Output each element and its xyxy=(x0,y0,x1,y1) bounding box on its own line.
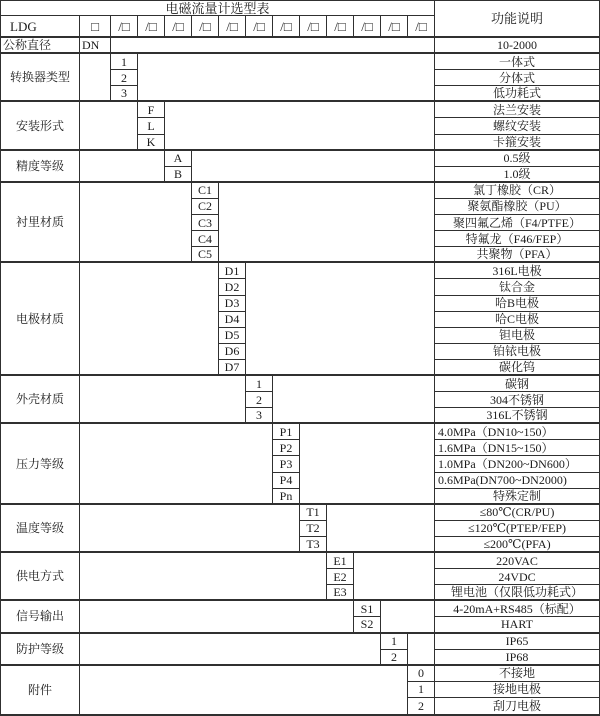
option-code: D2 xyxy=(219,279,246,295)
option-code: C3 xyxy=(192,215,219,231)
empty-span xyxy=(80,54,111,102)
option-code: K xyxy=(138,135,165,151)
option-code: D3 xyxy=(219,296,246,312)
model-code-slot: /□ xyxy=(273,16,300,38)
option-code: S1 xyxy=(354,601,381,617)
option-description: 聚四氟乙烯（F4/PTFE） xyxy=(435,215,599,231)
empty-span xyxy=(80,601,354,633)
option-description: 钽电极 xyxy=(435,328,599,344)
option-code: C5 xyxy=(192,247,219,263)
empty-span xyxy=(192,151,435,183)
empty-span xyxy=(80,151,165,183)
option-code: D7 xyxy=(219,360,246,376)
option-code: A xyxy=(165,151,192,167)
category-label: 衬里材质 xyxy=(1,183,80,263)
table-title: 电磁流量计选型表 xyxy=(1,1,435,16)
option-code: 2 xyxy=(408,698,435,714)
option-description: 316L不锈钢 xyxy=(435,408,599,424)
empty-span xyxy=(80,505,300,553)
empty-span xyxy=(80,183,192,263)
model-code-slot: /□ xyxy=(381,16,408,38)
option-code: E2 xyxy=(327,569,354,585)
option-code: 0 xyxy=(408,666,435,682)
option-description: 一体式 xyxy=(435,54,599,70)
empty-span xyxy=(80,263,219,376)
option-description: 碳化钨 xyxy=(435,360,599,376)
option-code: 1 xyxy=(381,634,408,650)
empty-span xyxy=(80,424,273,504)
empty-span xyxy=(354,553,435,601)
category-label: 温度等级 xyxy=(1,505,80,553)
category-label: 公称直径 xyxy=(1,38,80,54)
option-description: 220VAC xyxy=(435,553,599,569)
category-label: 信号输出 xyxy=(1,601,80,633)
model-code-slot: /□ xyxy=(300,16,327,38)
option-description: 法兰安装 xyxy=(435,102,599,118)
empty-span xyxy=(246,263,435,376)
option-code: 1 xyxy=(111,54,138,70)
option-code: P4 xyxy=(273,473,300,489)
option-description: 4-20mA+RS485（标配） xyxy=(435,601,599,617)
option-description: 铂铱电极 xyxy=(435,344,599,360)
option-code: D6 xyxy=(219,344,246,360)
option-code: 3 xyxy=(111,86,138,102)
option-code: T3 xyxy=(300,537,327,553)
model-code-slot: /□ xyxy=(138,16,165,38)
option-code: B xyxy=(165,167,192,183)
option-description: 10-2000 xyxy=(435,38,599,54)
option-code: 2 xyxy=(246,392,273,408)
option-code: 1 xyxy=(408,682,435,698)
option-code: P2 xyxy=(273,440,300,456)
option-description: 0.6MPa(DN700~DN2000) xyxy=(435,473,599,489)
option-description: HART xyxy=(435,617,599,633)
empty-span xyxy=(80,553,327,601)
option-description: 哈B电极 xyxy=(435,296,599,312)
empty-span xyxy=(138,54,435,102)
option-description: 1.0级 xyxy=(435,167,599,183)
option-description: 螺纹安装 xyxy=(435,118,599,134)
model-code-slot: /□ xyxy=(219,16,246,38)
option-description: 刮刀电极 xyxy=(492,698,541,713)
option-code: C4 xyxy=(192,231,219,247)
category-label: 防护等级 xyxy=(1,634,80,666)
option-code: S2 xyxy=(354,617,381,633)
empty-span xyxy=(165,102,435,150)
model-code-slot: /□ xyxy=(192,16,219,38)
category-label: 电极材质 xyxy=(1,263,80,376)
category-label: 附件 xyxy=(1,666,80,714)
option-description: 低功耗式 xyxy=(435,86,599,102)
category-label: 安装形式 xyxy=(1,102,80,150)
option-description: ≤80℃(CR/PU) xyxy=(435,505,599,521)
option-description: ≤200℃(PFA) xyxy=(435,537,599,553)
option-description: 哈C电极 xyxy=(435,312,599,328)
option-code: C2 xyxy=(192,199,219,215)
option-description: 1.6MPa（DN15~150） xyxy=(435,440,599,456)
model-box-cell: □ xyxy=(80,16,111,38)
empty-span xyxy=(273,376,435,424)
option-code: F xyxy=(138,102,165,118)
empty-span xyxy=(219,183,435,263)
category-label: 精度等级 xyxy=(1,151,80,183)
option-code: Pn xyxy=(273,489,300,505)
option-code: P1 xyxy=(273,424,300,440)
category-label: 转换器类型 xyxy=(1,54,80,102)
option-description: 聚氨酯橡胶（PU） xyxy=(435,199,599,215)
option-code: 2 xyxy=(111,70,138,86)
model-code-slot: /□ xyxy=(408,16,435,38)
option-description: 特殊定制 xyxy=(435,489,599,505)
option-description: 特氟龙（F46/FEP） xyxy=(435,231,599,247)
empty-span xyxy=(80,376,246,424)
option-description: 钛合金 xyxy=(435,279,599,295)
option-description: 共聚物（PFA） xyxy=(435,247,599,263)
empty-span xyxy=(381,601,435,633)
option-description: 氯丁橡胶（CR） xyxy=(435,183,599,199)
model-code-slot: /□ xyxy=(111,16,138,38)
option-description: 0.5级 xyxy=(435,151,599,167)
option-description: 碳钢 xyxy=(435,376,599,392)
option-description: IP65 xyxy=(435,634,599,650)
option-code: E3 xyxy=(327,585,354,601)
option-code: D1 xyxy=(219,263,246,279)
option-description: 316L电极 xyxy=(435,263,599,279)
option-code: E1 xyxy=(327,553,354,569)
function-column-header: 功能说明 xyxy=(435,1,599,38)
model-code-slot: /□ xyxy=(246,16,273,38)
option-description: 1.0MPa（DN200~DN600） xyxy=(435,456,599,472)
empty-span xyxy=(408,634,435,666)
model-code-slot: /□ xyxy=(354,16,381,38)
category-label: 外壳材质 xyxy=(1,376,80,424)
empty-span xyxy=(300,424,435,504)
option-code: 3 xyxy=(246,408,273,424)
empty-span xyxy=(80,666,408,714)
option-description: 4.0MPa（DN10~150） xyxy=(435,424,599,440)
category-label: 供电方式 xyxy=(1,553,80,601)
option-code: C1 xyxy=(192,183,219,199)
option-code: D5 xyxy=(219,328,246,344)
option-code: T2 xyxy=(300,521,327,537)
empty-span xyxy=(327,505,435,553)
option-description: IP68 xyxy=(435,650,599,666)
option-description: 不接地 xyxy=(435,666,599,682)
model-prefix-cell: LDG xyxy=(1,16,80,38)
option-code: 2 xyxy=(381,650,408,666)
option-description: 接地电极 xyxy=(435,682,599,698)
option-code: T1 xyxy=(300,505,327,521)
category-label: 压力等级 xyxy=(1,424,80,504)
option-description: 304不锈钢 xyxy=(435,392,599,408)
option-code: P3 xyxy=(273,456,300,472)
empty-span xyxy=(111,38,435,54)
option-description: ≤120℃(PTEP/FEP) xyxy=(435,521,599,537)
option-description: 分体式 xyxy=(435,70,599,86)
option-description: 24VDC xyxy=(435,569,599,585)
option-code: 1 xyxy=(246,376,273,392)
model-code-slot: /□ xyxy=(165,16,192,38)
option-code: D4 xyxy=(219,312,246,328)
empty-span xyxy=(80,634,381,666)
option-description: 锂电池（仅限低功耗式） xyxy=(435,585,599,601)
option-code: L xyxy=(138,118,165,134)
model-code-slot: /□ xyxy=(327,16,354,38)
option-code: DN xyxy=(80,38,111,54)
option-description: 卡箍安装 xyxy=(435,135,599,151)
empty-span xyxy=(80,102,138,150)
